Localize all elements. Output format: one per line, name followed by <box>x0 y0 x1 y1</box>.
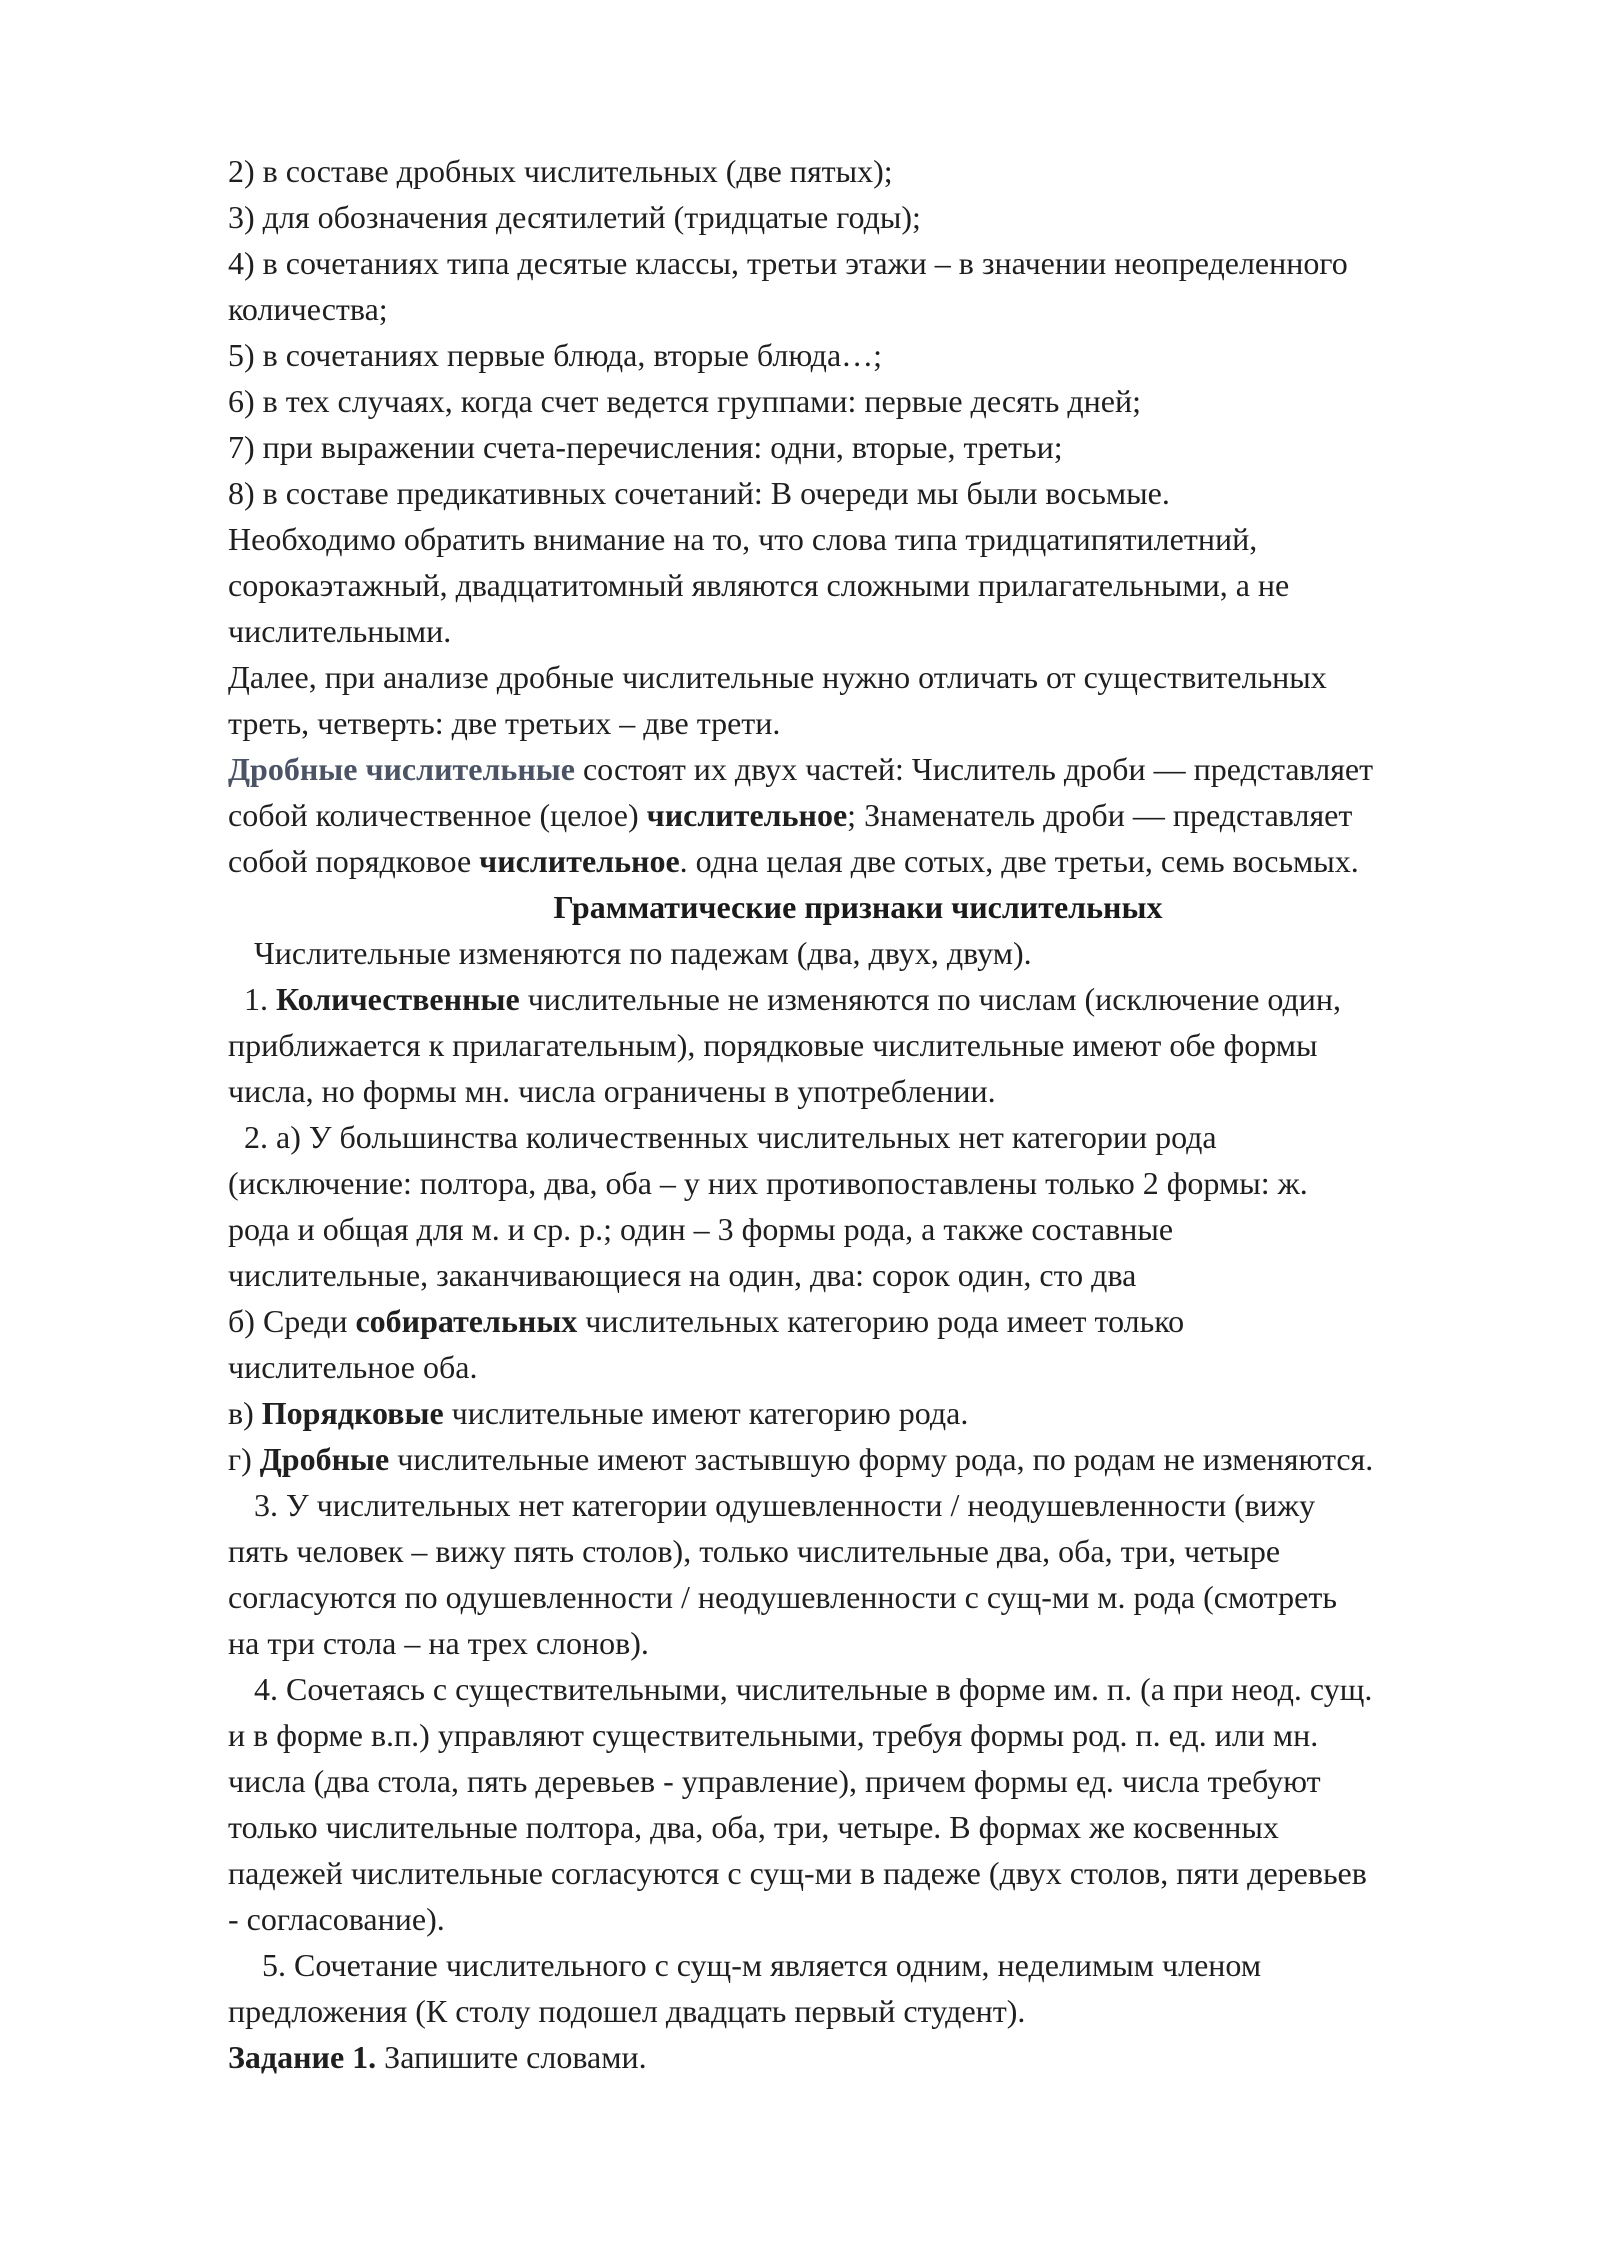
fraction-parts-text: состоят их двух частей: Числитель дроби — представляет <box>574 751 1374 787</box>
point-2b-text: числительных категорию рода имеет только <box>577 1303 1185 1339</box>
paragraph-fraction-parts <box>228 746 1488 792</box>
section-heading: Грамматические признаки числительных <box>553 889 1163 925</box>
point-1-cont: приближается к прилагательным), порядковые числительные имеют обе формы <box>228 1027 1318 1063</box>
ordinal-term: Порядковые <box>261 1395 444 1431</box>
point-3-cont-2: согласуются по одушевленности / неодушевленности с сущ-ми м. рода (смотреть <box>228 1579 1337 1615</box>
point-4-cont-3: только числительные полтора, два, оба, три, четыре. В формах же косвенных <box>228 1809 1279 1845</box>
point-5-end: предложения (К столу подошел двадцать первый студент). <box>228 1993 1026 2029</box>
paragraph-cases: Числительные изменяются по падежам (два, двух, двум). <box>254 935 1032 971</box>
task-1-text: Запишите словами. <box>376 2039 647 2075</box>
cardinal-term: Количественные <box>276 981 520 1017</box>
point-4-end: - согласование). <box>228 1901 445 1937</box>
paragraph-fraction-analysis: Далее, при анализе дробные числительные нужно отличать от существительных <box>228 659 1327 695</box>
point-2b <box>228 1298 1488 1344</box>
list-item-fraction-numerals: 2) в составе дробных числительных (две пятых); <box>228 153 893 189</box>
list-item-decades: 3) для обозначения десятилетий (тридцатые годы); <box>228 199 921 235</box>
paragraph-fraction-parts-end <box>228 838 1488 884</box>
point-2b-end: числительное оба. <box>228 1349 478 1385</box>
collective-term: собирательных <box>355 1303 578 1339</box>
point-2c-text: числительные имеют категорию рода. <box>443 1395 969 1431</box>
paragraph-compound-adjectives-end: числительными. <box>228 613 452 649</box>
paragraph-compound-adjectives: Необходимо обратить внимание на то, что слова типа тридцатипятилетний, <box>228 521 1258 557</box>
point-1-text: числительные не изменяются по числам (исключение один, <box>519 981 1342 1017</box>
list-item-courses: 5) в сочетаниях первые блюда, вторые блюда…; <box>228 337 883 373</box>
point-5: 5. Сочетание числительного с сущ-м является одним, неделимым членом <box>262 1947 1262 1983</box>
numeral-term: числительное <box>646 797 848 833</box>
point-2a-cont: (исключение: полтора, два, оба – у них противопоставлены только 2 формы: ж. <box>228 1165 1308 1201</box>
point-2a-end: числительные, заканчивающиеся на один, два: сорок один, сто два <box>228 1257 1137 1293</box>
point-2d-text: числительные имеют застывшую форму рода, по родам не изменяются. <box>389 1441 1374 1477</box>
fraction-denominator-text: ; Знаменатель дроби — представляет <box>847 797 1353 833</box>
point-3-cont: пять человек – вижу пять столов), только числительные два, оба, три, четыре <box>228 1533 1281 1569</box>
list-item-indefinite-quantity-cont: количества; <box>228 291 388 327</box>
list-item-enumeration: 7) при выражении счета-перечисления: одни, вторые, третьи; <box>228 429 1063 465</box>
point-4-cont-2: числа (два стола, пять деревьев - управление), причем формы ед. числа требуют <box>228 1763 1321 1799</box>
point-4: 4. Сочетаясь с существительными, числительные в форме им. п. (а при неод. сущ. <box>254 1671 1373 1707</box>
point-2c <box>228 1390 1488 1436</box>
point-2a-cont-2: рода и общая для м. и ср. р.; один – 3 формы рода, а также составные <box>228 1211 1174 1247</box>
point-2a: 2. а) У большинства количественных числительных нет категории рода <box>244 1119 1217 1155</box>
list-item-group-count: 6) в тех случаях, когда счет ведется группами: первые десять дней; <box>228 383 1141 419</box>
point-4-cont: и в форме в.п.) управляют существительными, требуя формы род. п. ед. или мн. <box>228 1717 1319 1753</box>
point-3-end: на три стола – на трех слонов). <box>228 1625 649 1661</box>
list-item-indefinite-quantity: 4) в сочетаниях типа десятые классы, третьи этажи – в значении неопределенного <box>228 245 1348 281</box>
list-item-predicative: 8) в составе предикативных сочетаний: В очереди мы были восьмые. <box>228 475 1170 511</box>
document-body <box>228 148 1488 2080</box>
fractional-term: Дробные <box>259 1441 390 1477</box>
point-2c-prefix: в) <box>228 1395 262 1431</box>
fraction-examples: . одна целая две сотых, две третьи, семь восьмых. <box>679 843 1359 879</box>
point-1-end: числа, но формы мн. числа ограничены в употреблении. <box>228 1073 996 1109</box>
paragraph-compound-adjectives-cont: сорокаэтажный, двадцатитомный являются сложными прилагательными, а не <box>228 567 1290 603</box>
point-4-cont-4: падежей числительные согласуются с сущ-ми в падеже (двух столов, пяти деревьев <box>228 1855 1367 1891</box>
fraction-numerator-text: собой количественное (целое) <box>228 797 647 833</box>
point-2d-prefix: г) <box>228 1441 260 1477</box>
point-1 <box>228 976 1488 1022</box>
point-2d <box>228 1436 1488 1482</box>
point-1-number: 1. <box>244 981 276 1017</box>
paragraph-fraction-parts-cont <box>228 792 1488 838</box>
numeral-term-2: числительное <box>479 843 680 879</box>
fraction-numerals-term: Дробные числительные <box>228 751 575 787</box>
point-3: 3. У числительных нет категории одушевленности / неодушевленности (вижу <box>254 1487 1316 1523</box>
ordinal-text: собой порядковое <box>228 843 480 879</box>
task-1 <box>228 2034 1488 2080</box>
paragraph-fraction-analysis-end: треть, четверть: две третьих – две трети. <box>228 705 781 741</box>
point-2b-prefix: б) Среди <box>228 1303 356 1339</box>
task-1-label: Задание 1. <box>228 2039 377 2075</box>
